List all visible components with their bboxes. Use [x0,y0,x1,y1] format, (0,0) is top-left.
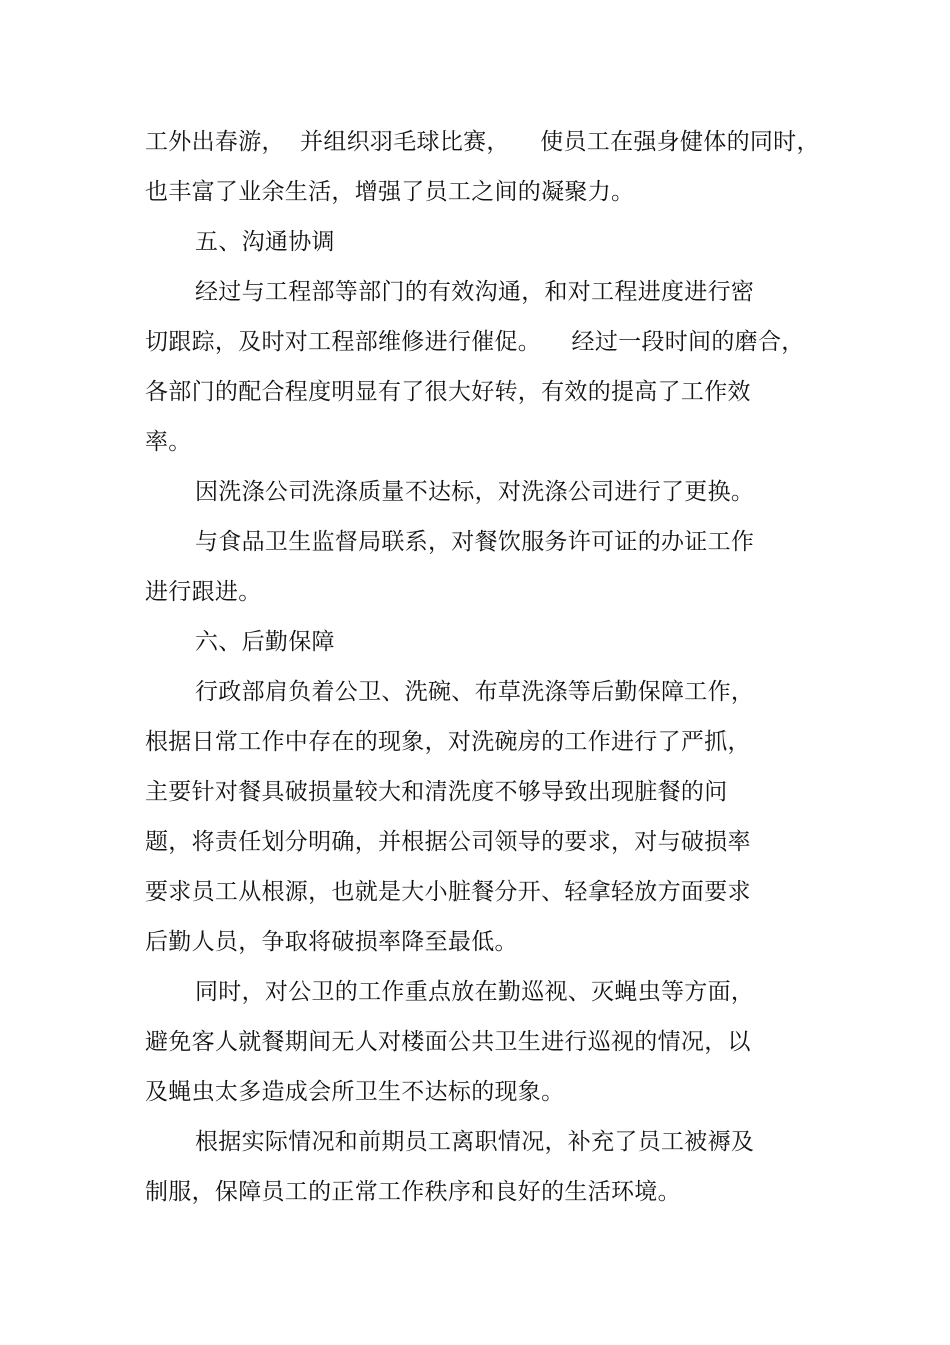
text-line: 后勤人员，争取将破损率降至最低。 [145,929,518,955]
text-line: 切跟踪，及时对工程部维修进行催促。 经过一段时间的磨合， [145,329,805,355]
text-line: 及蝇虫太多造成会所卫生不达标的现象。 [145,1079,565,1105]
paragraph-first-line: 与食品卫生监督局联系，对餐饮服务许可证的办证工作 [195,529,755,555]
text-line: 各部门的配合程度明显有了很大好转，有效的提高了工作效 [145,379,751,405]
paragraph-first-line: 因洗涤公司洗涤质量不达标，对洗涤公司进行了更换。 [195,479,755,505]
text-line: 避免客人就餐期间无人对楼面公共卫生进行巡视的情况，以 [145,1029,751,1055]
section-heading: 六、后勤保障 [195,629,335,655]
text-line: 主要针对餐具破损量较大和清洗度不够导致出现脏餐的问 [145,779,728,805]
paragraph-first-line: 同时，对公卫的工作重点放在勤巡视、灭蝇虫等方面， [195,979,755,1005]
text-line: 要求员工从根源，也就是大小脏餐分开、轻拿轻放方面要求 [145,879,751,905]
text-line: 进行跟进。 [145,579,262,605]
text-line: 也丰富了业余生活，增强了员工之间的凝聚力。 [145,179,635,205]
text-line: 根据日常工作中存在的现象，对洗碗房的工作进行了严抓， [145,729,751,755]
paragraph-first-line: 经过与工程部等部门的有效沟通，和对工程进度进行密 [195,279,755,305]
text-line: 率。 [145,429,192,455]
paragraph-first-line: 根据实际情况和前期员工离职情况，补充了员工被褥及 [195,1129,755,1155]
text-line: 制服，保障员工的正常工作秩序和良好的生活环境。 [145,1179,681,1205]
section-heading: 五、沟通协调 [195,229,335,255]
text-line: 工外出春游， 并组织羽毛球比赛， 使员工在强身健体的同时， [145,129,820,155]
text-line: 题，将责任划分明确，并根据公司领导的要求，对与破损率 [145,829,751,855]
paragraph-first-line: 行政部肩负着公卫、洗碗、布草洗涤等后勤保障工作， [195,679,755,705]
